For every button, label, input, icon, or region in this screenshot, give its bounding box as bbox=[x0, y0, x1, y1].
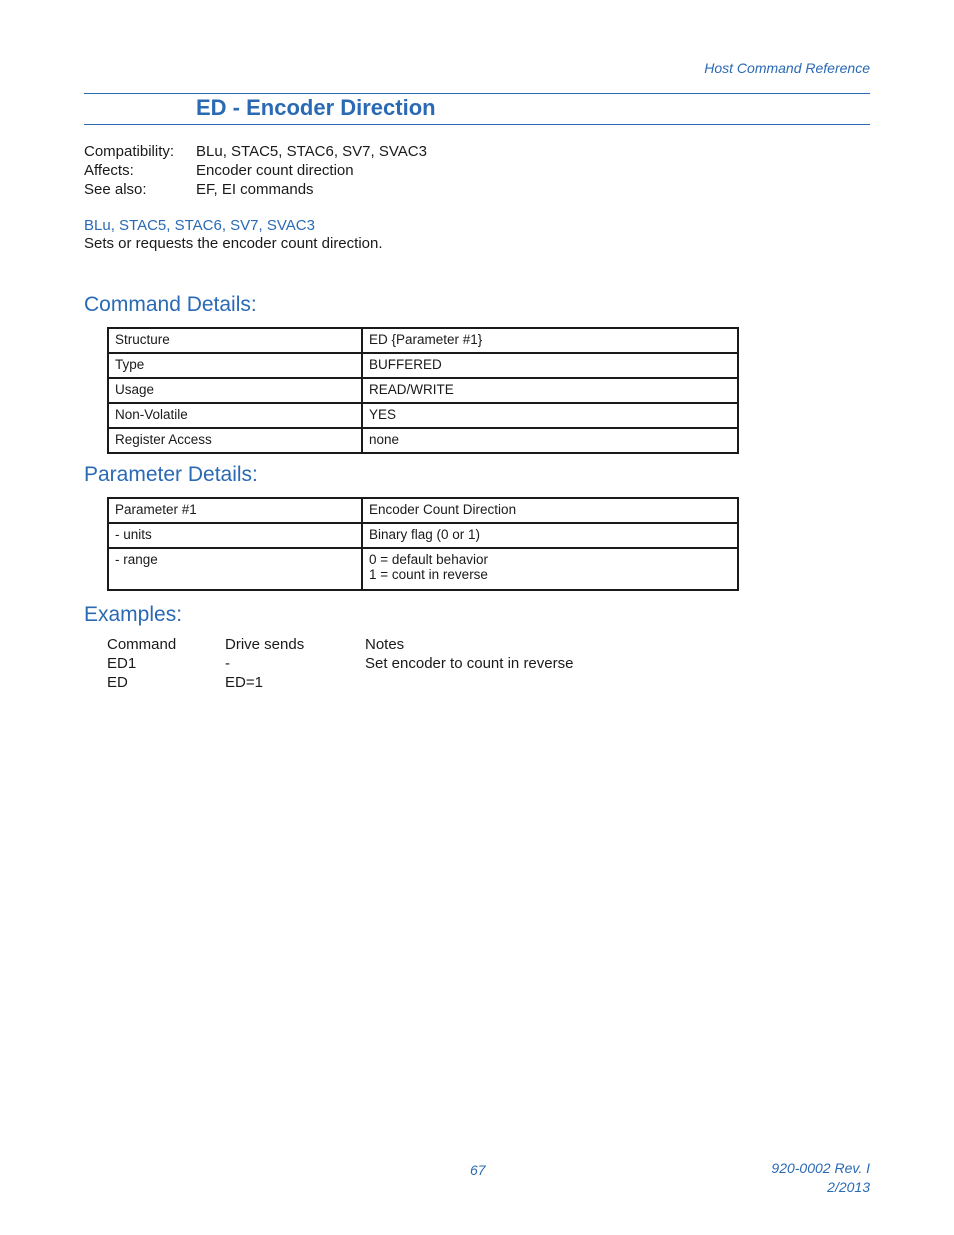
meta-value: BLu, STAC5, STAC6, SV7, SVAC3 bbox=[196, 143, 427, 160]
command-details-heading: Command Details: bbox=[84, 293, 257, 316]
table-cell: Structure bbox=[108, 328, 362, 353]
table-cell: Non-Volatile bbox=[108, 403, 362, 428]
table-cell bbox=[362, 548, 738, 590]
table-cell: Parameter #1 bbox=[108, 498, 362, 523]
table-row bbox=[108, 498, 738, 523]
table-row bbox=[108, 428, 738, 453]
page-title: ED - Encoder Direction bbox=[196, 95, 436, 120]
table-cell: - range bbox=[108, 548, 362, 590]
title-rule-bottom bbox=[84, 124, 870, 125]
table-cell: none bbox=[362, 428, 738, 453]
section-reference: Host Command Reference bbox=[704, 60, 870, 76]
table-cell: Register Access bbox=[108, 428, 362, 453]
table-cell: Binary flag (0 or 1) bbox=[362, 523, 738, 548]
table-row bbox=[108, 523, 738, 548]
parameter-details-table bbox=[107, 497, 739, 591]
range-line: 1 = count in reverse bbox=[369, 567, 488, 582]
example-notes: Set encoder to count in reverse bbox=[365, 655, 574, 672]
examples-header-notes: Notes bbox=[365, 636, 405, 653]
meta-value: EF, EI commands bbox=[196, 181, 314, 198]
doc-revision: 920-0002 Rev. I bbox=[771, 1160, 870, 1176]
meta-row-compatibility bbox=[84, 142, 427, 161]
example-command: ED bbox=[107, 674, 128, 691]
table-cell: Encoder Count Direction bbox=[362, 498, 738, 523]
examples-table bbox=[107, 635, 573, 692]
table-cell: - units bbox=[108, 523, 362, 548]
meta-row-see-also bbox=[84, 180, 427, 199]
table-cell: Usage bbox=[108, 378, 362, 403]
example-command: ED1 bbox=[107, 655, 137, 672]
title-rule-top bbox=[84, 93, 870, 94]
list-item bbox=[107, 673, 573, 692]
footer-doc-info bbox=[771, 1159, 870, 1197]
table-cell: ED {Parameter #1} bbox=[362, 328, 738, 353]
table-cell: READ/WRITE bbox=[362, 378, 738, 403]
meta-row-affects bbox=[84, 161, 427, 180]
examples-header-drive-sends: Drive sends bbox=[225, 636, 305, 653]
meta-label: Compatibility: bbox=[84, 143, 175, 160]
command-description: Sets or requests the encoder count direction. bbox=[84, 235, 383, 252]
table-row bbox=[108, 403, 738, 428]
examples-header-command: Command bbox=[107, 636, 177, 653]
meta-label: See also: bbox=[84, 181, 147, 198]
meta-label: Affects: bbox=[84, 162, 134, 179]
page-number: 67 bbox=[470, 1162, 486, 1178]
parameter-details-heading: Parameter Details: bbox=[84, 463, 258, 486]
table-cell: BUFFERED bbox=[362, 353, 738, 378]
table-row bbox=[108, 378, 738, 403]
examples-header-row bbox=[107, 635, 573, 654]
example-response: - bbox=[225, 655, 230, 672]
compatibility-subheading: BLu, STAC5, STAC6, SV7, SVAC3 bbox=[84, 217, 315, 234]
examples-heading: Examples: bbox=[84, 603, 183, 626]
doc-date: 2/2013 bbox=[827, 1179, 870, 1195]
table-row bbox=[108, 548, 738, 590]
list-item bbox=[107, 654, 573, 673]
table-cell: Type bbox=[108, 353, 362, 378]
command-details-table bbox=[107, 327, 739, 454]
table-cell: YES bbox=[362, 403, 738, 428]
example-response: ED=1 bbox=[225, 674, 263, 691]
range-line: 0 = default behavior bbox=[369, 552, 488, 567]
table-row bbox=[108, 353, 738, 378]
meta-block bbox=[84, 142, 427, 199]
meta-value: Encoder count direction bbox=[196, 162, 354, 179]
table-row bbox=[108, 328, 738, 353]
